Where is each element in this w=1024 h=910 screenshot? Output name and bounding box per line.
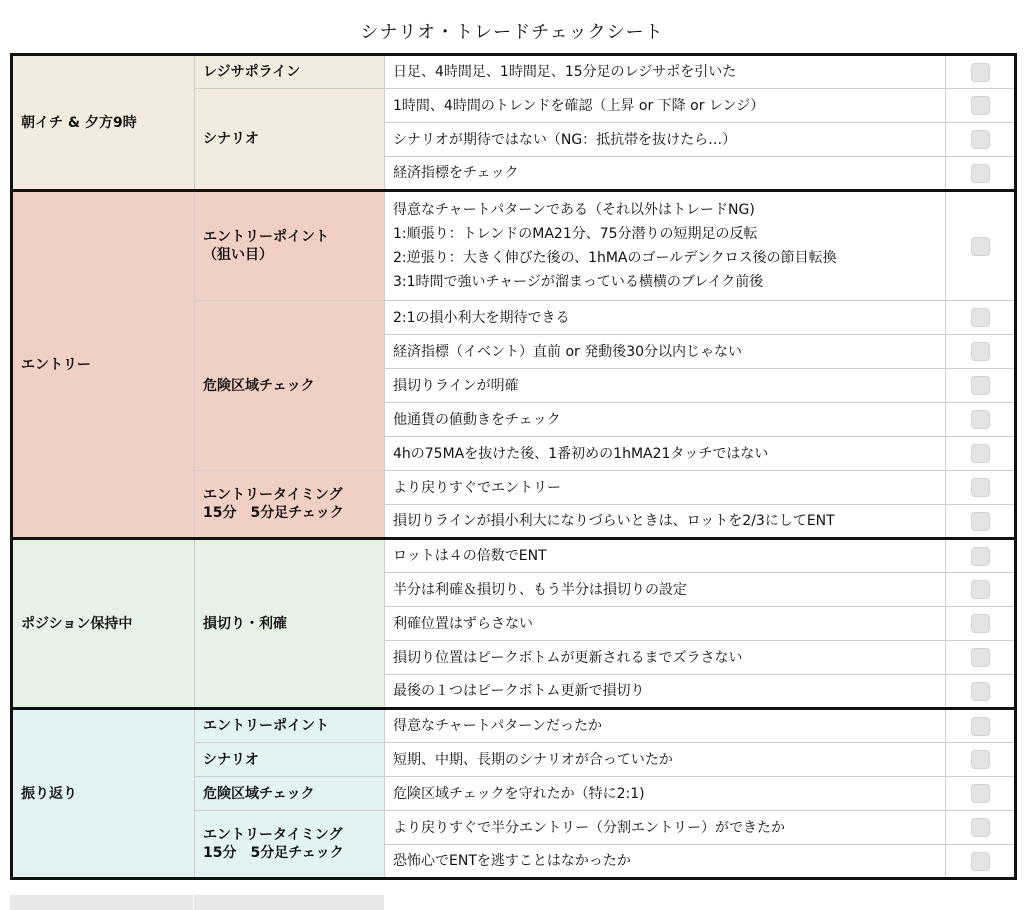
checkbox[interactable] <box>971 478 990 497</box>
checkbox[interactable] <box>971 614 990 633</box>
checkbox[interactable] <box>971 512 990 531</box>
subcategory-label-line: 15分 5分足チェック <box>203 845 344 861</box>
check-item: より戻りすぐで半分エントリー（分割エントリー）ができたか <box>385 811 946 845</box>
check-item: 最後の１つはピークボトム更新で損切り <box>385 675 946 709</box>
check-item: 経済指標をチェック <box>385 157 946 191</box>
subcategory-scenario: シナリオ <box>195 89 385 191</box>
subcategory-entry-timing <box>195 811 385 879</box>
checkbox[interactable] <box>971 750 990 769</box>
subcategory-scenario: シナリオ <box>195 743 385 777</box>
subcategory-label-line: 15分 5分足チェック <box>203 505 344 521</box>
checkbox[interactable] <box>971 130 990 149</box>
check-item-line: 得意なチャートパターンである（それ以外はトレードNG) <box>393 202 755 218</box>
check-item: 4hの75MAを抜けた後、1番初めの1hMA21タッチではない <box>385 437 946 471</box>
check-item: 日足、4時間足、1時間足、15分足のレジサポを引いた <box>385 55 946 89</box>
category-morning-evening: 朝イチ & 夕方9時 <box>12 55 195 191</box>
sheet-title: シナリオ・トレードチェックシート <box>360 22 664 43</box>
checkbox[interactable] <box>971 444 990 463</box>
table-row <box>12 539 1016 573</box>
check-item-line: 1:順張り：トレンドのMA21分、75分潜りの短期足の反転 <box>393 226 758 242</box>
subcategory-entry-point: エントリーポイント <box>195 709 385 743</box>
check-item: 恐怖心でENTを逃すことはなかったか <box>385 845 946 879</box>
checklist-table <box>10 53 1017 880</box>
subcategory-label-line: エントリータイミング <box>203 827 343 843</box>
checkbox[interactable] <box>971 717 990 736</box>
table-row <box>12 709 1016 743</box>
checkbox[interactable] <box>971 376 990 395</box>
checkbox[interactable] <box>971 164 990 183</box>
check-item: 得意なチャートパターンだったか <box>385 709 946 743</box>
check-item: ロットは４の倍数でENT <box>385 539 946 573</box>
checkbox[interactable] <box>971 580 990 599</box>
table-overflow-row <box>10 895 193 910</box>
category-review: 振り返り <box>12 709 195 879</box>
check-item: 2:1の損小利大を期待できる <box>385 301 946 335</box>
checkbox[interactable] <box>971 308 990 327</box>
checkbox[interactable] <box>971 96 990 115</box>
check-item: 半分は利確＆損切り、もう半分は損切りの設定 <box>385 573 946 607</box>
checkbox[interactable] <box>971 682 990 701</box>
check-item: シナリオが期待ではない（NG：抵抗帯を抜けたら…） <box>385 123 946 157</box>
table-overflow-row <box>194 895 384 910</box>
check-item-line: 3:1時間で強いチャージが溜まっている横横のブレイク前後 <box>393 274 764 290</box>
check-item: 他通貨の値動きをチェック <box>385 403 946 437</box>
subcategory-label-line: （狙い目） <box>203 247 273 263</box>
subcategory-danger-zone: 危険区域チェック <box>195 777 385 811</box>
checkbox[interactable] <box>971 547 990 566</box>
check-item: 経済指標（イベント）直前 or 発動後30分以内じゃない <box>385 335 946 369</box>
check-item: 利確位置はずらさない <box>385 607 946 641</box>
check-item: より戻りすぐでエントリー <box>385 471 946 505</box>
checkbox[interactable] <box>971 63 990 82</box>
check-item: 損切りラインが損小利大になりづらいときは、ロットを2/3にしてENT <box>385 505 946 539</box>
subcategory-entry-timing <box>195 471 385 539</box>
check-item: 短期、中期、長期のシナリオが合っていたか <box>385 743 946 777</box>
category-entry: エントリー <box>12 191 195 539</box>
check-item: 危険区域チェックを守れたか（特に2:1) <box>385 777 946 811</box>
subcategory-danger-zone: 危険区域チェック <box>195 301 385 471</box>
subcategory-resup-line: レジサポライン <box>195 55 385 89</box>
check-item: 1時間、4時間のトレンドを確認（上昇 or 下降 or レンジ） <box>385 89 946 123</box>
checkbox[interactable] <box>971 342 990 361</box>
check-item: 損切り位置はピークボトムが更新されるまでズラさない <box>385 641 946 675</box>
checkbox[interactable] <box>971 784 990 803</box>
checkbox[interactable] <box>971 818 990 837</box>
category-position-holding: ポジション保持中 <box>12 539 195 709</box>
check-item-multi <box>385 191 946 301</box>
checkbox[interactable] <box>971 852 990 871</box>
subcategory-entry-point <box>195 191 385 301</box>
checkbox[interactable] <box>971 237 990 256</box>
table-row <box>12 55 1016 89</box>
table-row <box>12 191 1016 301</box>
subcategory-label-line: エントリータイミング <box>203 487 343 503</box>
subcategory-stoploss-takeprofit: 損切り・利確 <box>195 539 385 709</box>
check-item: 損切りラインが明確 <box>385 369 946 403</box>
checkbox[interactable] <box>971 648 990 667</box>
subcategory-label-line: エントリーポイント <box>203 229 329 245</box>
check-item-line: 2:逆張り：大きく伸びた後の、1hMAのゴールデンクロス後の節目転換 <box>393 250 837 266</box>
checkbox[interactable] <box>971 410 990 429</box>
